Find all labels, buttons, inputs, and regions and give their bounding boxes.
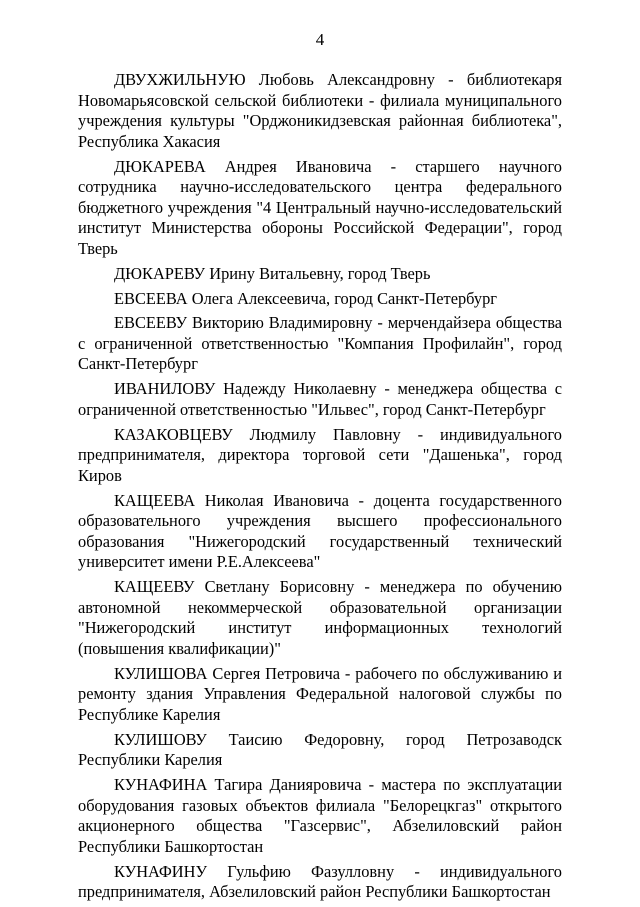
entry-kulishova-taisiya: КУЛИШОВУ Таисию Федоровну, город Петрозаводск Республики Карелия [78, 729, 562, 770]
entry-ivanilova: ИВАНИЛОВУ Надежду Николаевну - менеджера общества с ограниченной ответственностью "Ильвес", город Санкт-Петербург [78, 379, 562, 419]
entry-kashcheev-nikolay: КАЩЕЕВА Николая Ивановича - доцента государственного образовательного учреждения высшего профессионального образования "Нижегородский государственный технический университет имени Р.Е.Алексеева" [78, 490, 562, 572]
entry-kazakovtseva: КАЗАКОВЦЕВУ Людмилу Павловну - индивидуального предпринимателя, директора торговой сети "Дашенька", город Киров [78, 424, 562, 485]
entry-kunafin-tagir: КУНАФИНА Тагира Данияровича - мастера по эксплуатации оборудования газовых объектов филиала "Белорецкгаз" открытого акционерного общества "Газсервис", Абзелиловский район Республики Башкортостан [78, 775, 562, 856]
entry-dvukhzhilnaya: ДВУХЖИЛЬНУЮ Любовь Александровну - библиотекаря Новомарьясовской сельской библиотеки - филиала муниципального учреждения культуры "Орджоникидзевская районная библиотека", Республика Хакасия [78, 70, 562, 151]
entry-kunafina-gulfiya: КУНАФИНУ Гульфию Фазулловну - индивидуального предпринимателя, Абзелиловский район Республики Башкортостан [78, 861, 562, 902]
entry-list [78, 70, 562, 907]
entry-kashcheeva-svetlana: КАЩЕЕВУ Светлану Борисовну - менеджера по обучению автономной некоммерческой образовательной организации "Нижегородский институт информационных технологий (повышения квалификации)" [78, 577, 562, 658]
entry-evseev-oleg: ЕВСЕЕВА Олега Алексеевича, город Санкт-Петербург [114, 288, 498, 308]
page-number: 4 [315, 30, 325, 49]
entry-dyukareva-irina: ДЮКАРЕВУ Ирину Витальевну, город Тверь [114, 263, 431, 283]
entry-kulishov-sergey: КУЛИШОВА Сергея Петровича - рабочего по обслуживанию и ремонту здания Управления Федеральной налоговой службы по Республике Карелия [78, 663, 562, 724]
entry-evseeva-viktoriya: ЕВСЕЕВУ Викторию Владимировну - мерчендайзера общества с ограниченной ответственностью "Компания Профилайн", город Санкт-Петербург [78, 313, 562, 374]
entry-dyukarev-andrey: ДЮКАРЕВА Андрея Ивановича - старшего научного сотрудника научно-исследовательского центра федерального бюджетного учреждения "4 Центральный научно-исследовательский институт Министерства обороны Российской Федерации", город Тверь [78, 156, 562, 258]
